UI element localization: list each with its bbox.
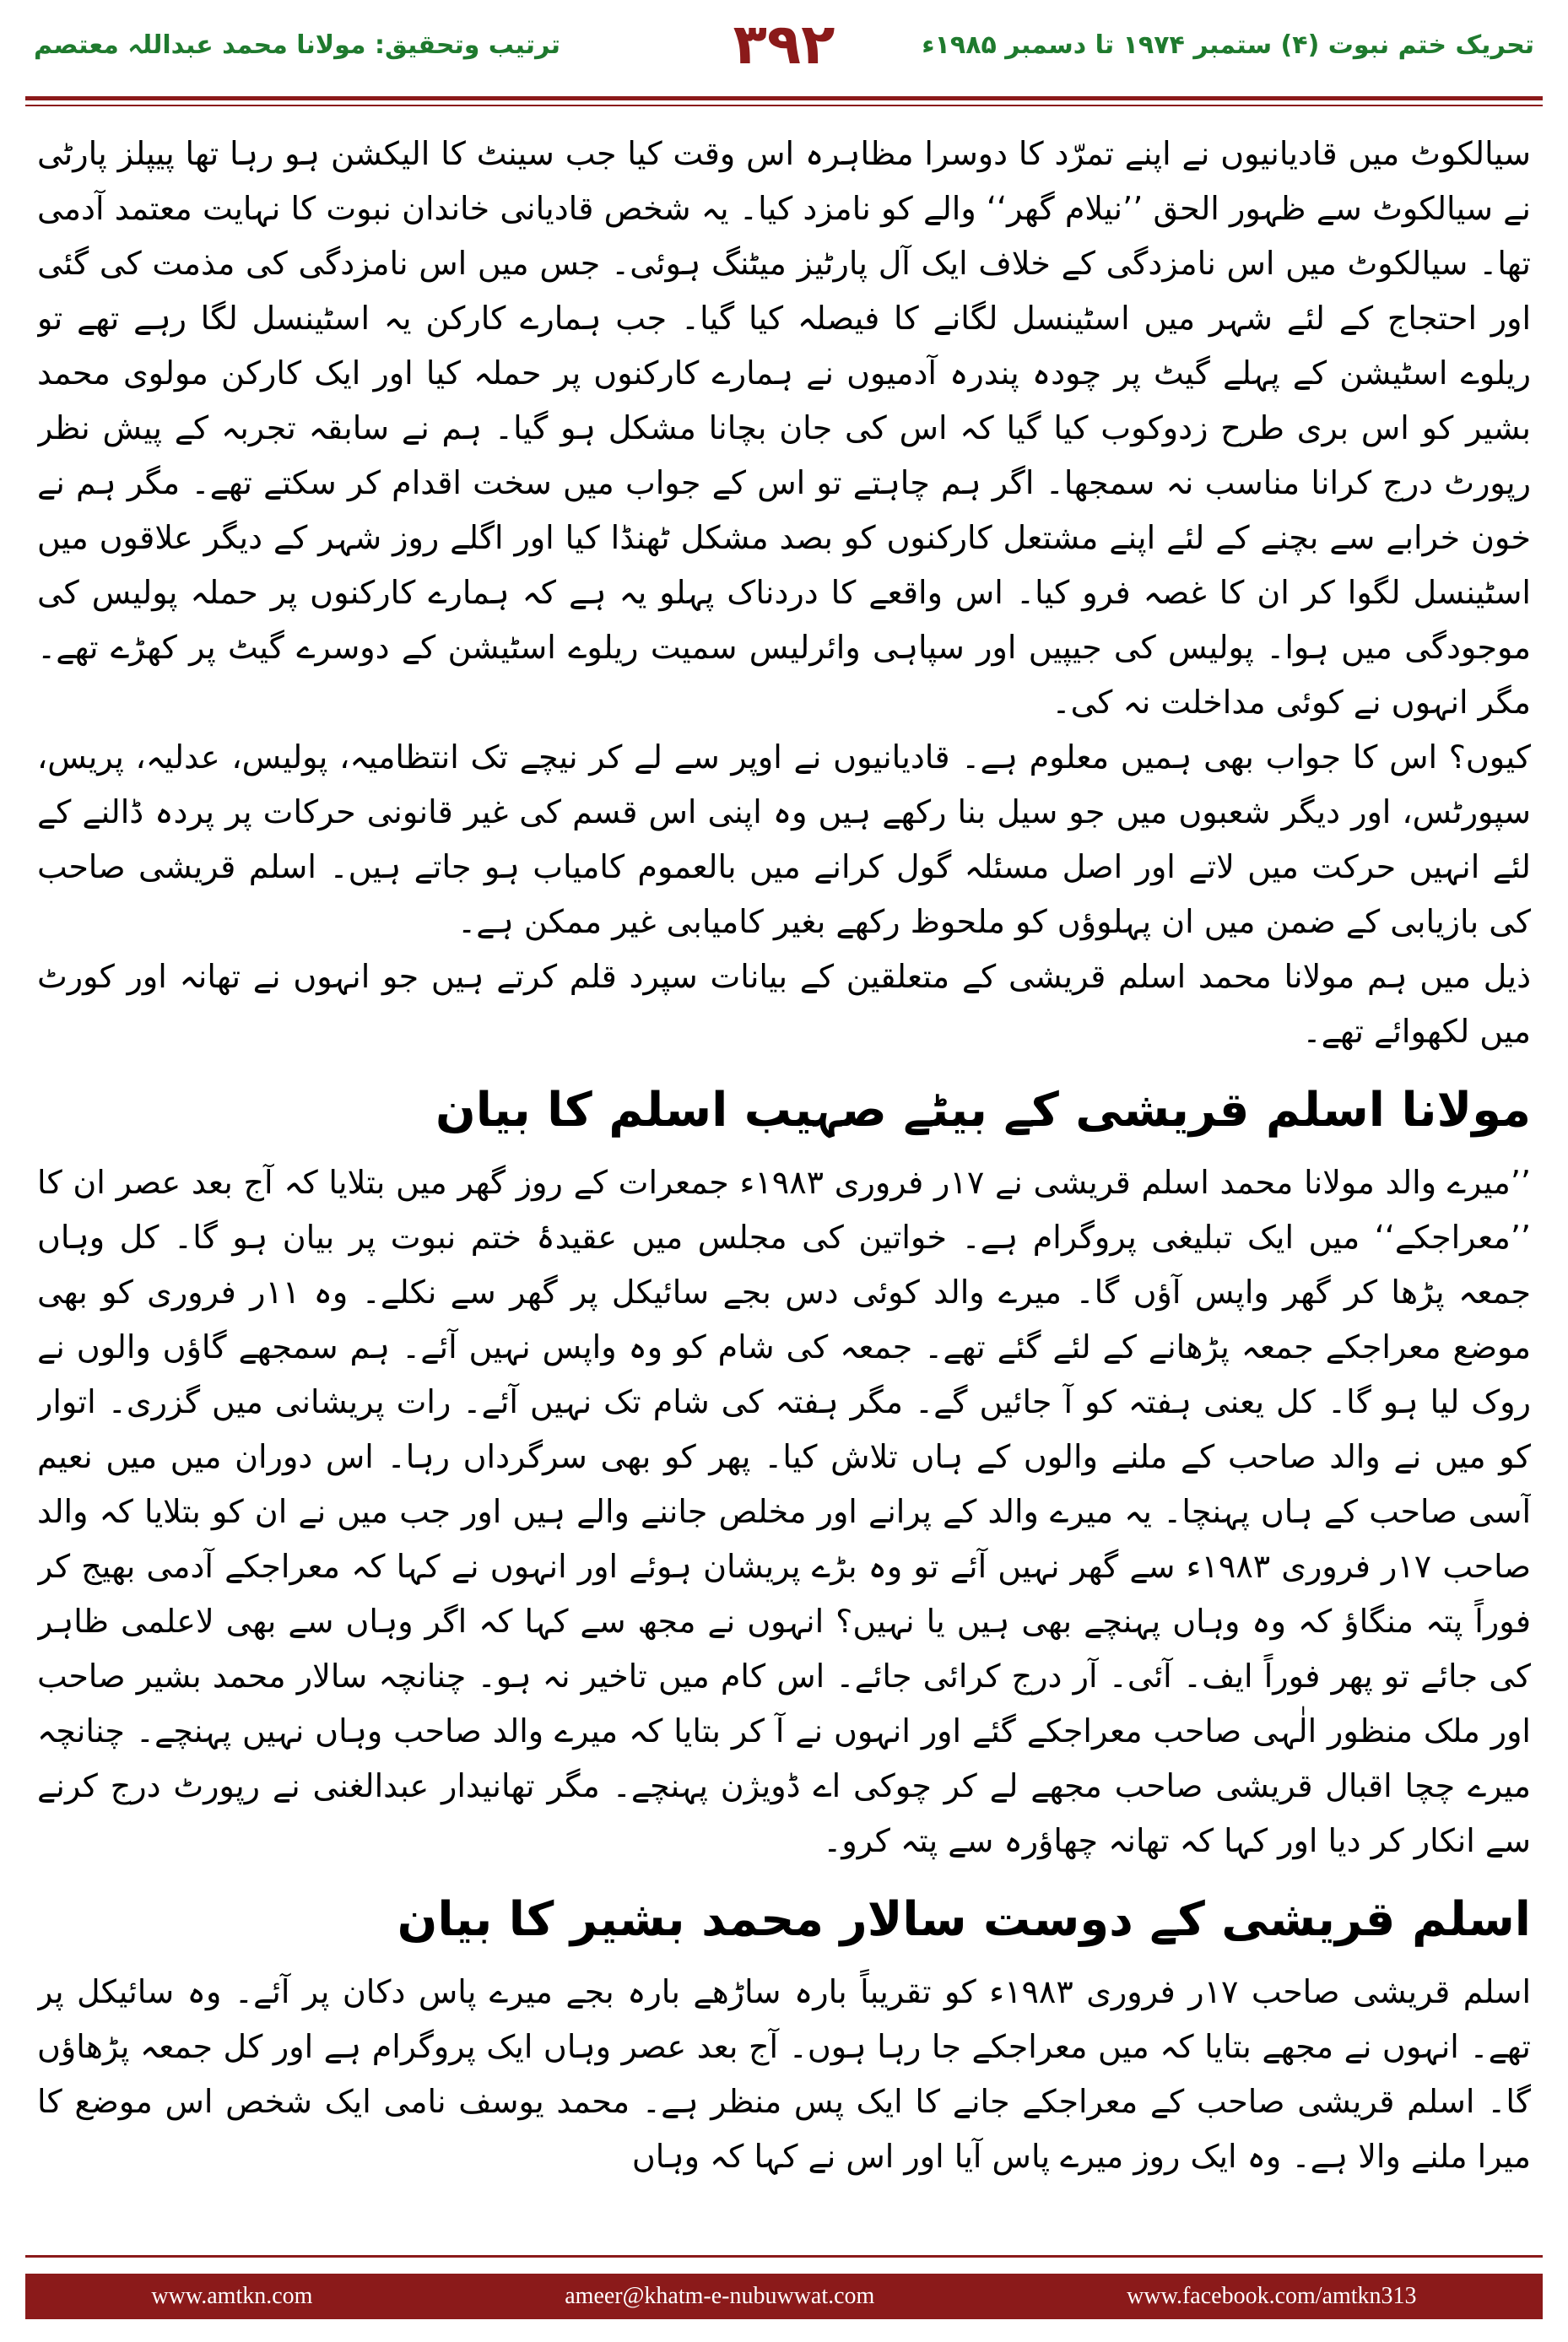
page-body [37,127,1531,2211]
page-number: ۳۹۲ [733,12,835,77]
paragraph-why: کیوں؟ اس کا جواب بھی ہمیں معلوم ہے۔ قادیانیوں نے اوپر سے لے کر نیچے تک انتظامیہ، پولیس، عدلیہ، پریس، سپورٹس، اور دیگر شعبوں میں جو سیل بنا رکھے ہیں وہ اپنی اس قسم کی غیر قانونی حرکات پر پردہ ڈالنے کے لئے انہیں حرکت میں لاتے اور اصل مسئلہ گول کرانے میں بالعموم کامیاب ہو جاتے ہیں۔ اسلم قریشی صاحب کی بازیابی کے ضمن میں ان پہلوؤں کو ملحوظ رکھے بغیر کامیابی غیر ممکن ہے۔ [37,738,1531,940]
paragraph-friend-statement: اسلم قریشی صاحب ۱۷ر فروری ۱۹۸۳ء کو تقریباً بارہ ساڑھے بارہ بجے میرے پاس دکان پر آئے۔ وہ سائیکل پر تھے۔ انہوں نے مجھے بتایا کہ میں معراجکے جا رہا ہوں۔ آج بعد عصر وہاں ایک پروگرام ہے اور کل جمعہ پڑھاؤں گا۔ اسلم قریشی صاحب کے معراجکے جانے کا ایک پس منظر ہے۔ محمد یوسف نامی ایک شخص اس موضع کا میرا ملنے والا ہے۔ وہ ایک روز میرے پاس آیا اور اس نے کہا کہ وہاں [37,1973,1531,2175]
header-rule [25,96,1543,100]
header-rule-thin [25,105,1543,106]
footer-email-link[interactable]: ameer@khatm-e-nubuwwat.com [565,2283,875,2309]
book-title: تحریک ختم نبوت (۴) ستمبر ۱۹۷۴ تا دسمبر ۱۹۸۵ء [922,30,1534,60]
footer-website-link[interactable]: www.amtkn.com [151,2283,313,2309]
paragraph-intro-statements: ذیل میں ہم مولانا محمد اسلم قریشی کے متعلقین کے بیانات سپرد قلم کرتے ہیں جو انہوں نے تھانہ اور کورٹ میں لکھوائے تھے۔ [37,958,1531,1050]
paragraph-sialkot: سیالکوٹ میں قادیانیوں نے اپنے تمرّد کا دوسرا مظاہرہ اس وقت کیا جب سینٹ کا الیکشن ہو رہا تھا پیپلز پارٹی نے سیالکوٹ سے ظہور الحق ’’نیلام گھر‘‘ والے کو نامزد کیا۔ یہ شخص قادیانی خاندان نبوت کا نہایت معتمد آدمی تھا۔ سیالکوٹ میں اس نامزدگی کے خلاف ایک آل پارٹیز میٹنگ ہوئی۔ جس میں اس نامزدگی کی مذمت کی گئی اور احتجاج کے لئے شہر میں اسٹینسل لگانے کا فیصلہ کیا گیا۔ جب ہمارے کارکن یہ اسٹینسل لگا رہے تھے تو ریلوے اسٹیشن کے پہلے گیٹ پر چودہ پندرہ آدمیوں نے ہمارے کارکنوں پر حملہ کیا اور ایک کارکن مولوی محمد بشیر کو اس بری طرح زدوکوب کیا گیا کہ اس کی جان بچانا مشکل ہو گیا۔ ہم نے سابقہ تجربہ کے پیش نظر رپورٹ درج کرانا مناسب نہ سمجھا۔ اگر ہم چاہتے تو اس کے جواب میں سخت اقدام کر سکتے تھے۔ مگر ہم نے خون خرابے سے بچنے کے لئے اپنے مشتعل کارکنوں کو بصد مشکل ٹھنڈا کیا اور اگلے روز شہر کے دیگر علاقوں میں اسٹینسل لگوا کر ان کا غصہ فرو کیا۔ اس واقعے کا دردناک پہلو یہ ہے کہ ہمارے کارکنوں پر حملہ پولیس کی موجودگی میں ہوا۔ پولیس کی جیپیں اور سپاہی وائرلیس سمیت ریلوے اسٹیشن کے دوسرے گیٹ پر کھڑے تھے۔ مگر انہوں نے کوئی مداخلت نہ کی۔ [37,135,1531,721]
paragraph-son-statement: ’’میرے والد مولانا محمد اسلم قریشی نے ۱۷ر فروری ۱۹۸۳ء جمعرات کے روز گھر میں بتلایا کہ آج بعد عصر ان کا ’’معراجکے‘‘ میں ایک تبلیغی پروگرام ہے۔ خواتین کی مجلس میں عقیدۂ ختم نبوت پر بیان ہو گا۔ کل وہاں جمعہ پڑھا کر گھر واپس آؤں گا۔ میرے والد کوئی دس بجے سائیکل پر گھر سے نکلے۔ وہ ۱۱ر فروری کو بھی موضع معراجکے جمعہ پڑھانے کے لئے گئے تھے۔ جمعہ کی شام کو وہ واپس نہیں آئے۔ ہم سمجھے گاؤں والوں نے روک لیا ہو گا۔ کل یعنی ہفتہ کو آ جائیں گے۔ مگر ہفتہ کی شام تک نہیں آئے۔ رات پریشانی میں گزری۔ اتوار کو میں نے والد صاحب کے ملنے والوں کے ہاں تلاش کیا۔ پھر کو بھی سرگرداں رہا۔ اس دوران میں میں نعیم آسی صاحب کے ہاں پہنچا۔ یہ میرے والد کے پرانے اور مخلص جاننے والے ہیں اور جب میں نے ان کو بتلایا کہ والد صاحب ۱۷ر فروری ۱۹۸۳ء سے گھر نہیں آئے تو وہ بڑے پریشان ہوئے اور انہوں نے کہا کہ معراجکے آدمی بھیج کر فوراً پتہ منگاؤ کہ وہ وہاں پہنچے بھی ہیں یا نہیں؟ انہوں نے مجھ سے کہا کہ اگر وہاں سے بھی لاعلمی ظاہر کی جائے تو پھر فوراً ایف۔ آئی۔ آر درج کرائی جائے۔ اس کام میں تاخیر نہ ہو۔ چنانچہ سالار محمد بشیر صاحب اور ملک منظور الٰہی صاحب معراجکے گئے اور انہوں نے آ کر بتایا کہ میرے والد صاحب وہاں نہیں پہنچے۔ چنانچہ میرے چچا اقبال قریشی صاحب مجھے لے کر چوکی اے ڈویژن پہنچے۔ مگر تھانیدار عبدالغنی نے رپورٹ درج کرنے سے انکار کر دیا اور کہا کہ تھانہ چھاؤرہ سے پتہ کرو۔ [37,1164,1531,1859]
footer-facebook-link[interactable]: www.facebook.com/amtkn313 [1127,2283,1417,2309]
page-header [25,12,1543,105]
heading-friend-statement: اسلم قریشی کے دوست سالار محمد بشیر کا بیان [397,1892,1531,1947]
compiler-credit: ترتیب وتحقیق: مولانا محمد عبداللہ معتصم [34,30,560,60]
footer-bar [25,2274,1543,2319]
footer-rule [25,2255,1543,2258]
heading-son-statement: مولانا اسلم قریشی کے بیٹے صہیب اسلم کا بیان [435,1083,1531,1138]
